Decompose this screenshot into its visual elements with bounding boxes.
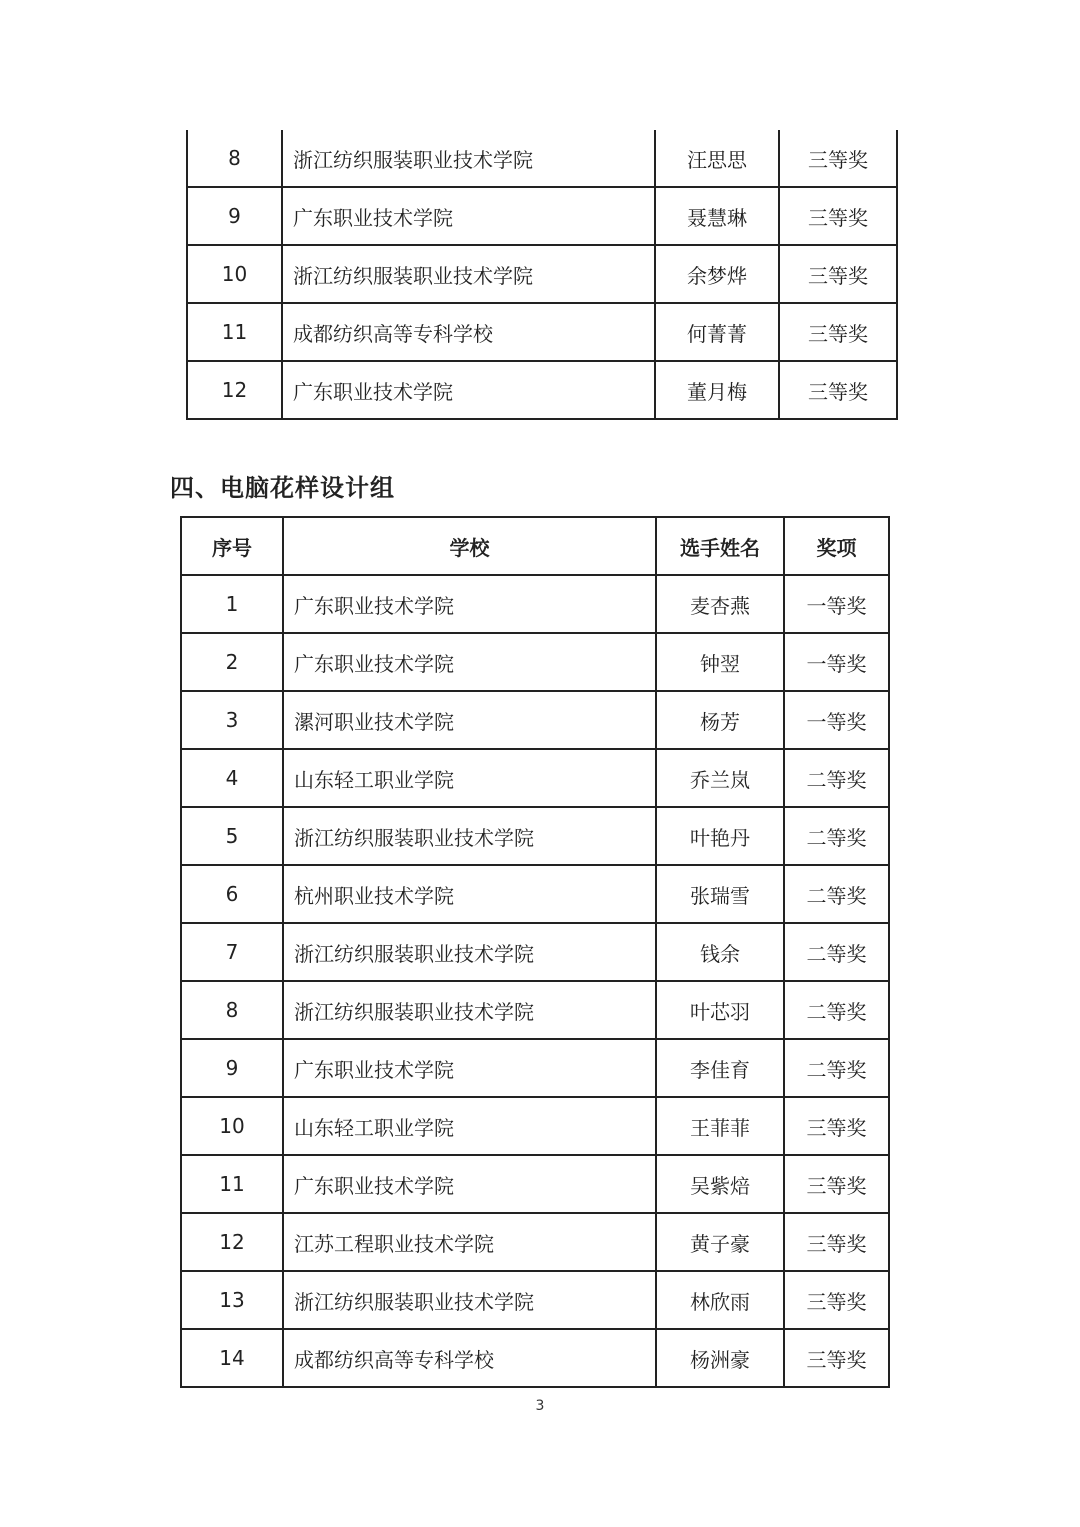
table-row bbox=[181, 1213, 889, 1271]
cell-no: 5 bbox=[181, 807, 283, 865]
header-row bbox=[181, 517, 889, 575]
cell-name: 钟翌 bbox=[656, 633, 784, 691]
cell-award: 三等奖 bbox=[784, 1213, 889, 1271]
cell-award: 三等奖 bbox=[784, 1097, 889, 1155]
cell-award: 二等奖 bbox=[784, 749, 889, 807]
cell-no: 3 bbox=[181, 691, 283, 749]
cell-school: 广东职业技术学院 bbox=[283, 575, 656, 633]
table-row bbox=[187, 361, 897, 419]
cell-no: 12 bbox=[187, 361, 282, 419]
cell-name: 黄子豪 bbox=[656, 1213, 784, 1271]
cell-school: 浙江纺织服装职业技术学院 bbox=[282, 245, 655, 303]
table-row bbox=[181, 1155, 889, 1213]
cell-school: 山东轻工职业学院 bbox=[283, 1097, 656, 1155]
cell-award: 三等奖 bbox=[784, 1155, 889, 1213]
cell-school: 成都纺织高等专科学校 bbox=[283, 1329, 656, 1387]
cell-no: 1 bbox=[181, 575, 283, 633]
table-row bbox=[187, 187, 897, 245]
table-row bbox=[181, 923, 889, 981]
cell-no: 6 bbox=[181, 865, 283, 923]
cell-name: 董月梅 bbox=[655, 361, 779, 419]
cell-name: 乔兰岚 bbox=[656, 749, 784, 807]
main-table-body bbox=[181, 575, 889, 1387]
cell-award: 一等奖 bbox=[784, 633, 889, 691]
cell-award: 二等奖 bbox=[784, 807, 889, 865]
cell-award: 三等奖 bbox=[779, 303, 897, 361]
cell-school: 浙江纺织服装职业技术学院 bbox=[283, 807, 656, 865]
cell-name: 钱余 bbox=[656, 923, 784, 981]
cell-no: 4 bbox=[181, 749, 283, 807]
cell-award: 三等奖 bbox=[779, 361, 897, 419]
table-row bbox=[181, 749, 889, 807]
header-school: 学校 bbox=[283, 517, 656, 575]
cell-award: 二等奖 bbox=[784, 1039, 889, 1097]
table-row bbox=[181, 1329, 889, 1387]
cell-school: 广东职业技术学院 bbox=[282, 361, 655, 419]
cell-name: 林欣雨 bbox=[656, 1271, 784, 1329]
pattern-design-award-table bbox=[180, 516, 890, 1388]
cell-no: 10 bbox=[181, 1097, 283, 1155]
cell-no: 13 bbox=[181, 1271, 283, 1329]
table-row bbox=[181, 1097, 889, 1155]
cell-no: 2 bbox=[181, 633, 283, 691]
table-row bbox=[181, 865, 889, 923]
cell-no: 8 bbox=[187, 130, 282, 187]
cell-no: 10 bbox=[187, 245, 282, 303]
table-row bbox=[187, 130, 897, 187]
cell-no: 7 bbox=[181, 923, 283, 981]
cell-name: 何菁菁 bbox=[655, 303, 779, 361]
table-row bbox=[181, 1039, 889, 1097]
cell-award: 二等奖 bbox=[784, 865, 889, 923]
cell-no: 11 bbox=[187, 303, 282, 361]
cell-award: 三等奖 bbox=[779, 130, 897, 187]
cell-name: 杨洲豪 bbox=[656, 1329, 784, 1387]
table-header bbox=[181, 517, 889, 575]
cell-school: 山东轻工职业学院 bbox=[283, 749, 656, 807]
page-number: 3 bbox=[535, 1398, 545, 1414]
cell-name: 余梦烨 bbox=[655, 245, 779, 303]
header-award: 奖项 bbox=[784, 517, 889, 575]
cell-no: 9 bbox=[181, 1039, 283, 1097]
cell-name: 杨芳 bbox=[656, 691, 784, 749]
cell-school: 漯河职业技术学院 bbox=[283, 691, 656, 749]
cell-name: 叶艳丹 bbox=[656, 807, 784, 865]
cell-name: 聂慧琳 bbox=[655, 187, 779, 245]
cell-award: 二等奖 bbox=[784, 981, 889, 1039]
cell-school: 浙江纺织服装职业技术学院 bbox=[283, 923, 656, 981]
cell-school: 浙江纺织服装职业技术学院 bbox=[283, 1271, 656, 1329]
cell-award: 二等奖 bbox=[784, 923, 889, 981]
header-name: 选手姓名 bbox=[656, 517, 784, 575]
cell-award: 三等奖 bbox=[784, 1329, 889, 1387]
cell-no: 8 bbox=[181, 981, 283, 1039]
cell-name: 吴紫焙 bbox=[656, 1155, 784, 1213]
cell-name: 王菲菲 bbox=[656, 1097, 784, 1155]
cell-school: 广东职业技术学院 bbox=[283, 1039, 656, 1097]
continued-table-body bbox=[187, 130, 897, 419]
cell-school: 成都纺织高等专科学校 bbox=[282, 303, 655, 361]
table-row bbox=[181, 807, 889, 865]
table-row bbox=[181, 981, 889, 1039]
cell-no: 11 bbox=[181, 1155, 283, 1213]
table-row bbox=[181, 633, 889, 691]
cell-name: 张瑞雪 bbox=[656, 865, 784, 923]
cell-no: 9 bbox=[187, 187, 282, 245]
cell-school: 江苏工程职业技术学院 bbox=[283, 1213, 656, 1271]
cell-school: 广东职业技术学院 bbox=[282, 187, 655, 245]
cell-award: 一等奖 bbox=[784, 575, 889, 633]
cell-no: 14 bbox=[181, 1329, 283, 1387]
cell-no: 12 bbox=[181, 1213, 283, 1271]
cell-name: 叶芯羽 bbox=[656, 981, 784, 1039]
cell-school: 浙江纺织服装职业技术学院 bbox=[282, 130, 655, 187]
cell-award: 一等奖 bbox=[784, 691, 889, 749]
continued-award-table bbox=[186, 130, 898, 420]
table-row bbox=[187, 245, 897, 303]
cell-award: 三等奖 bbox=[784, 1271, 889, 1329]
cell-school: 广东职业技术学院 bbox=[283, 1155, 656, 1213]
cell-school: 广东职业技术学院 bbox=[283, 633, 656, 691]
cell-name: 汪思思 bbox=[655, 130, 779, 187]
cell-award: 三等奖 bbox=[779, 187, 897, 245]
table-row bbox=[181, 575, 889, 633]
cell-name: 李佳育 bbox=[656, 1039, 784, 1097]
table-row bbox=[187, 303, 897, 361]
cell-school: 浙江纺织服装职业技术学院 bbox=[283, 981, 656, 1039]
cell-name: 麦杏燕 bbox=[656, 575, 784, 633]
table-row bbox=[181, 691, 889, 749]
header-no: 序号 bbox=[181, 517, 283, 575]
cell-award: 三等奖 bbox=[779, 245, 897, 303]
table-row bbox=[181, 1271, 889, 1329]
section-heading: 四、电脑花样设计组 bbox=[170, 474, 395, 502]
cell-school: 杭州职业技术学院 bbox=[283, 865, 656, 923]
